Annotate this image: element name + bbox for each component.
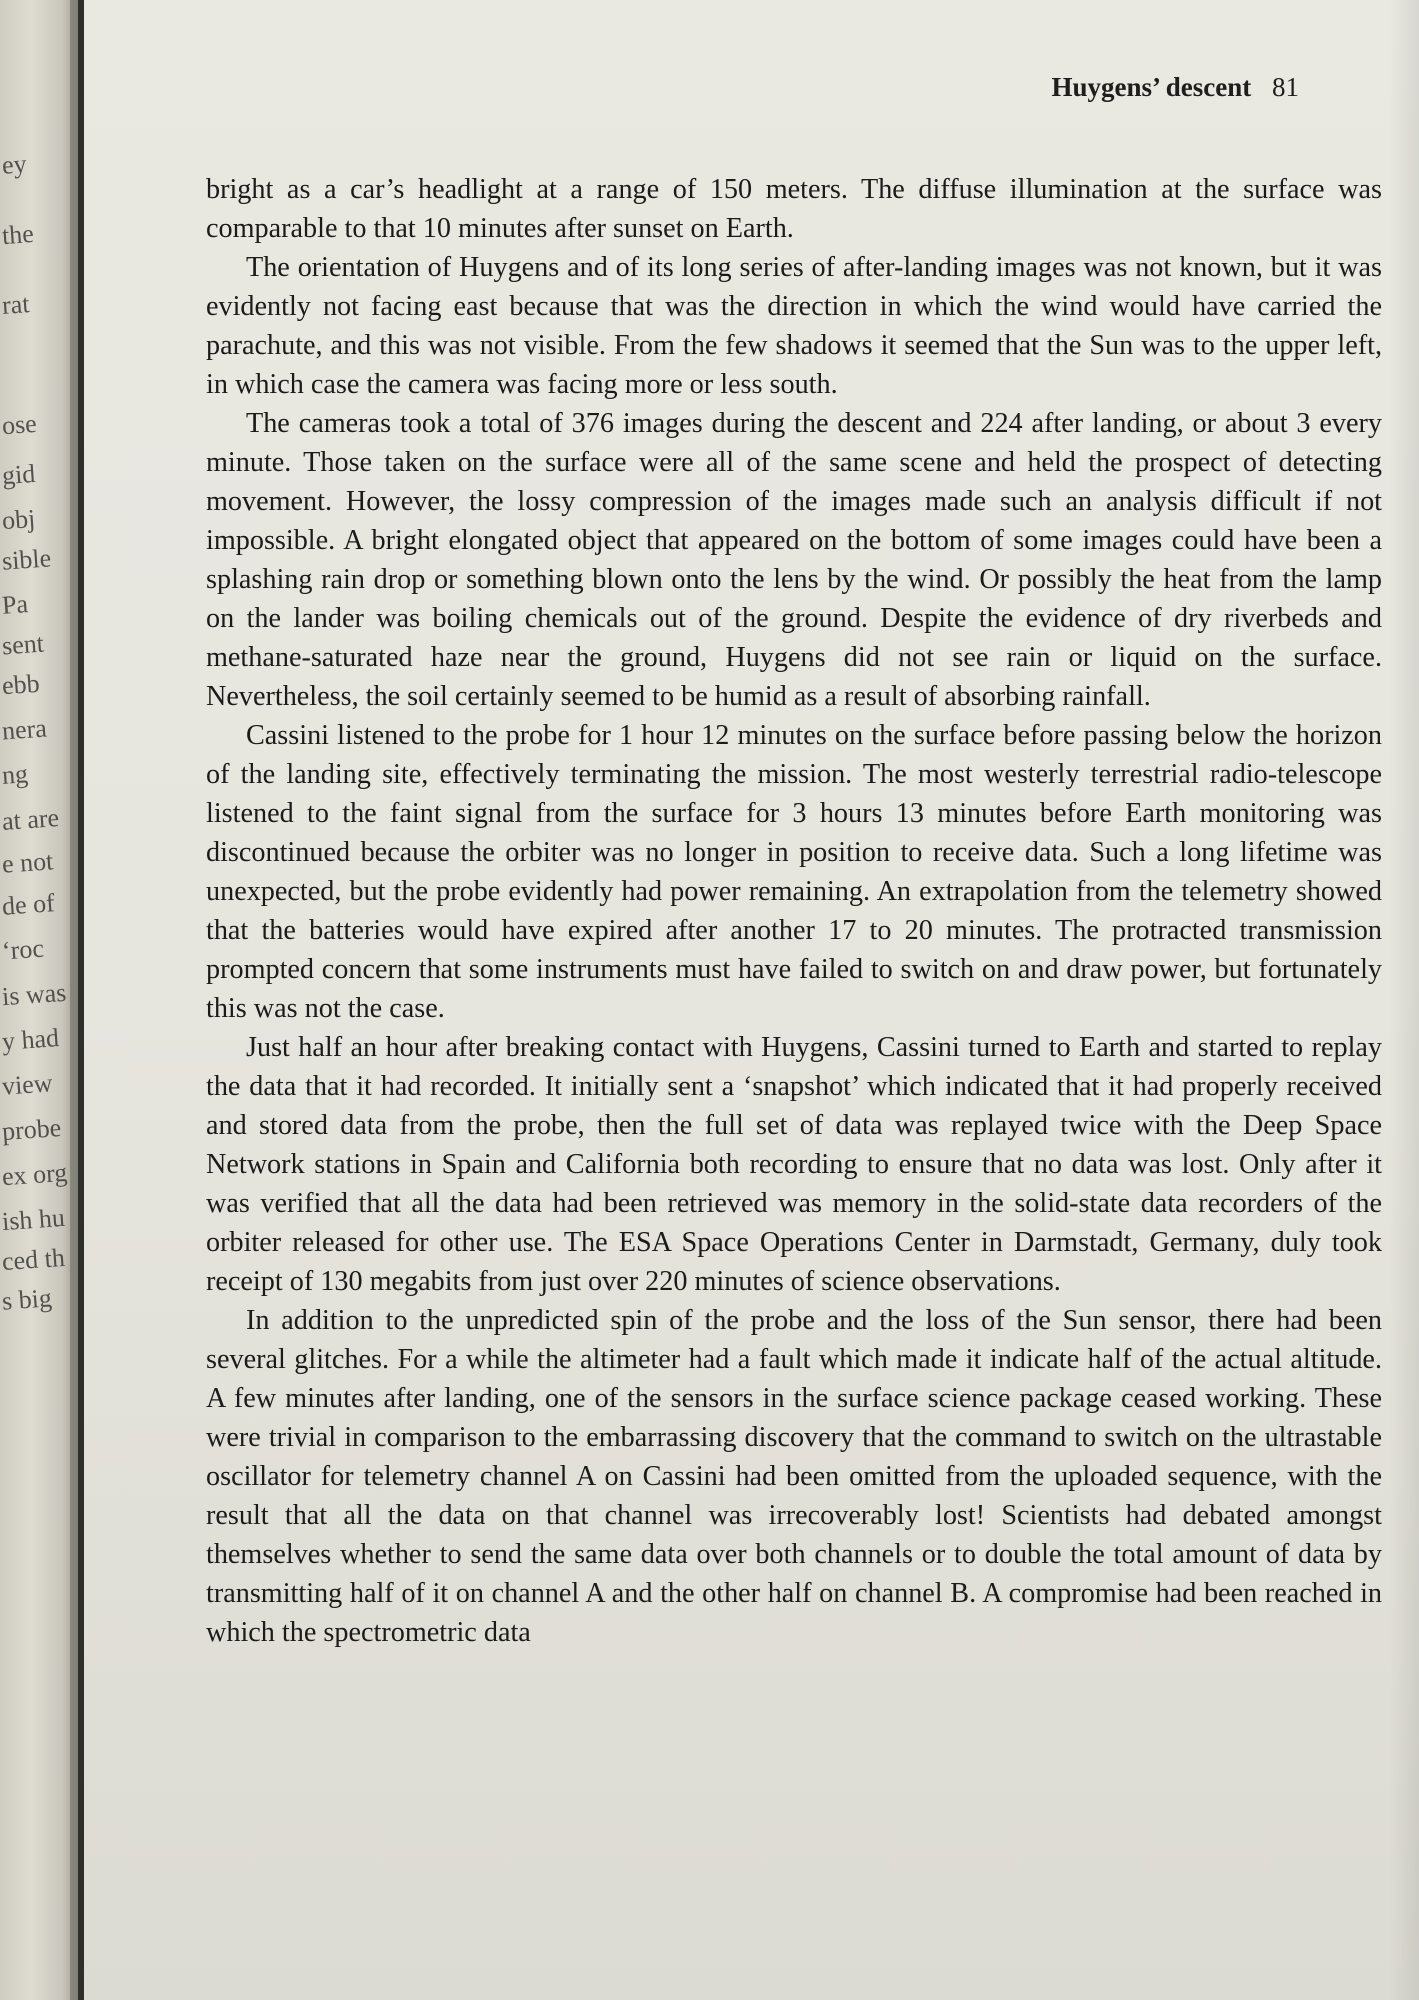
facing-page-fragment: nera — [1, 713, 48, 746]
facing-page-fragment: Pa — [0, 589, 29, 620]
paragraph: Just half an hour after breaking contact with Huygens, Cassini turned to Earth and started to replay the data that it had recorded. It initially sent a ‘snapshot’ which indicated that it had properly received and stored data from the probe, then the full set of data was replayed twice with the Deep Space Network stations in Spain and California both recording to ensure that no data was lost. Only after it was verified that all the data had been retrieved was memory in the solid-state data recorders of the orbiter released for other use. The ESA Space Operations Center in Darmstadt, Germany, duly took receipt of 130 megabits from just over 220 minutes of science observations. — [206, 1032, 1382, 1297]
facing-page-fragment: sible — [1, 543, 53, 576]
facing-page-fragment: e not — [1, 846, 55, 879]
running-header — [1052, 72, 1300, 103]
running-title: Huygens’ descent — [1051, 72, 1252, 102]
facing-page-fragment: probe — [1, 1112, 63, 1147]
facing-page-fragment: is was — [1, 977, 68, 1012]
facing-page-fragment: the — [0, 218, 35, 251]
facing-page-fragment: rat — [0, 289, 31, 320]
paragraph: In addition to the unpredicted spin of the probe and the loss of the Sun sensor, there had been several glitches. For a while the altimeter had a fault which made it indicate half of the actual altitude. A few minutes after landing, one of the sensors in the surface science package ceased working. These were trivial in comparison to the embarrassing discovery that the command to switch on the ultrastable oscillator for telemetry channel A on Cassini had been omitted from the uploaded sequence, with the result that all the data on that channel was irrecoverably lost! Scientists had debated amongst themselves whether to send the same data over both channels or to double the total amount of data by transmitting half of it on channel A and the other half on channel B. A compromise had been reached in which the spectrometric data — [206, 1305, 1382, 1648]
facing-page-fragment: view — [1, 1068, 54, 1101]
book-page — [84, 0, 1419, 2000]
facing-page-fragment: ose — [0, 408, 38, 441]
page-number: 81 — [1272, 72, 1299, 102]
facing-page-fragment: de of — [1, 888, 56, 921]
paragraph: bright as a car’s headlight at a range of 150 meters. The diffuse illumination at the surface was comparable to that 10 minutes after sunset on Earth. — [206, 174, 1382, 244]
facing-page-fragment: s big — [1, 1283, 53, 1316]
facing-page-fragment: ced th — [1, 1242, 66, 1277]
body-text — [206, 170, 1382, 1652]
page-edge-shadow — [1389, 0, 1419, 2000]
facing-page-edge — [0, 0, 78, 2000]
paragraph: Cassini listened to the probe for 1 hour 12 minutes on the surface before passing below the horizon of the landing site, effectively terminating the mission. The most westerly terrestrial radio-telescope listened to the faint signal from the surface for 3 hours 13 minutes before Earth monitoring was discontinued because the orbiter was no longer in position to receive data. Such a long lifetime was unexpected, but the probe evidently had power remaining. An extrapolation from the telemetry showed that the batteries would have expired after another 17 to 20 minutes. The protracted transmission prompted concern that some instruments must have failed to switch on and draw power, but fortunately this was not the case. — [206, 720, 1382, 1024]
paragraph: The orientation of Huygens and of its long series of after-landing images was not known, but it was evidently not facing east because that was the direction in which the wind would have carried the parachute, and this was not visible. From the few shadows it seemed that the Sun was to the upper left, in which case the camera was facing more or less south. — [206, 252, 1382, 400]
facing-page-fragment: ‘roc — [1, 933, 45, 966]
facing-page-fragment: y had — [1, 1023, 60, 1056]
facing-page-fragment: gid — [0, 458, 37, 491]
facing-page-fragment: ebb — [0, 668, 41, 701]
facing-page-fragment: at are — [1, 803, 60, 836]
facing-page-fragment: ey — [0, 149, 28, 180]
facing-page-fragment: ish hu — [1, 1202, 66, 1237]
paragraph: The cameras took a total of 376 images during the descent and 224 after landing, or about 3 every minute. Those taken on the surface were all of the same scene and held the prospect of detecting movement. However, the lossy compression of the images made such an analysis difficult if not impossible. A bright elongated object that appeared on the bottom of some images could have been a splashing rain drop or something blown onto the lens by the wind. Or possibly the heat from the lamp on the lander was boiling chemicals out of the ground. Despite the evidence of dry riverbeds and methane-saturated haze near the ground, Huygens did not see rain or liquid on the surface. Nevertheless, the soil certainly seemed to be humid as a result of absorbing rainfall. — [206, 408, 1382, 712]
facing-page-fragment: sent — [1, 628, 45, 661]
facing-page-fragment: obj — [0, 503, 37, 536]
facing-page-fragment: ex org — [1, 1157, 69, 1192]
facing-page-fragment: ng — [0, 759, 29, 790]
